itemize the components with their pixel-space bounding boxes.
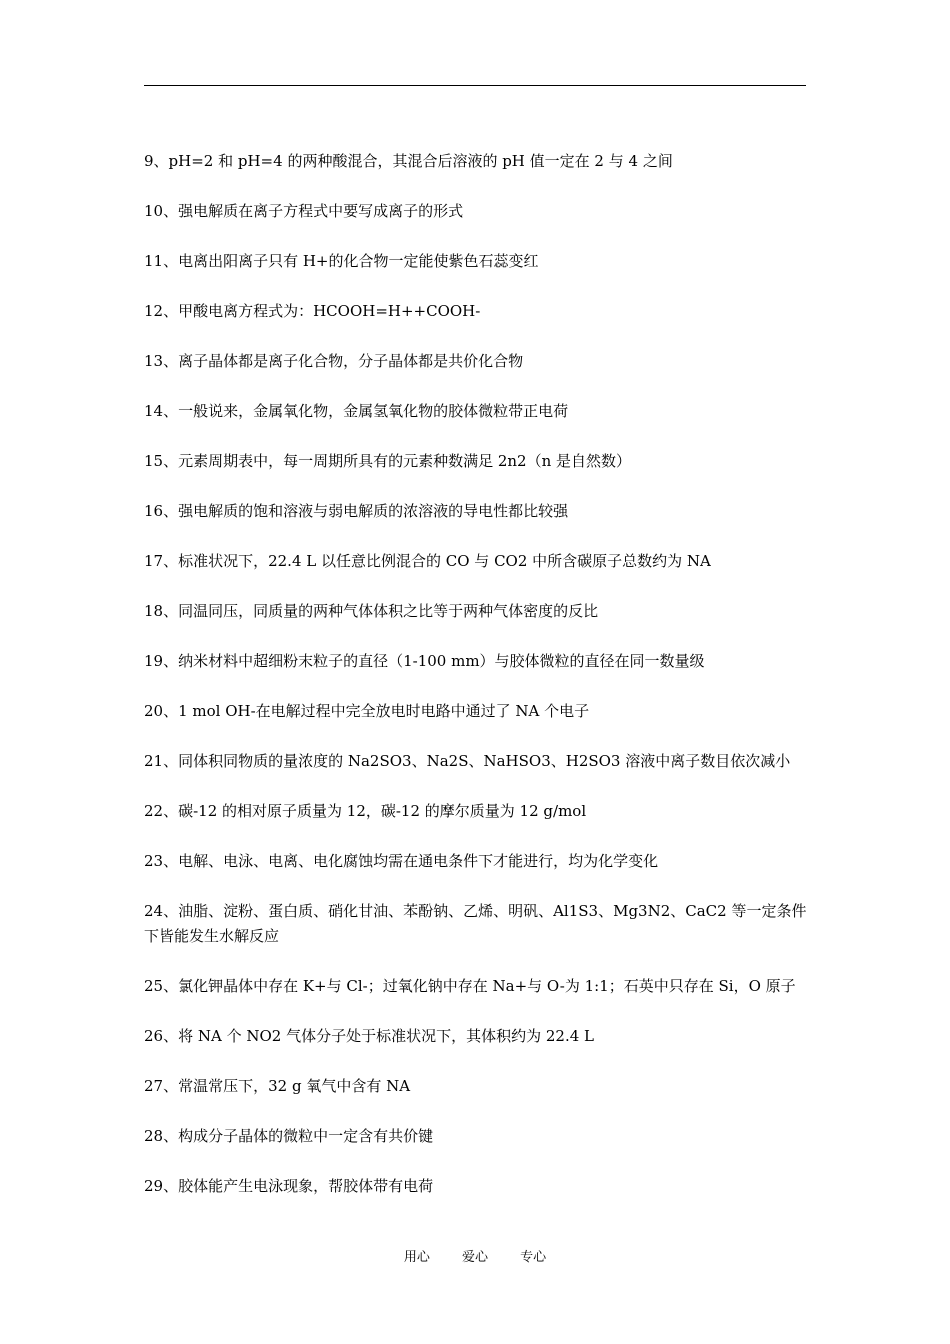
list-item: 14、一般说来，金属氧化物，金属氢氧化物的胶体微粒带正电荷 [144,402,569,420]
document-body [144,149,808,1224]
list-item: 18、同温同压，同质量的两种气体体积之比等于两种气体密度的反比 [144,602,599,620]
list-item: 15、元素周期表中，每一周期所具有的元素种数满足 2n2（n 是自然数） [144,452,632,470]
footer-text-right: 专心 [520,1250,547,1265]
list-item: 16、强电解质的饱和溶液与弱电解质的浓溶液的导电性都比较强 [144,502,569,520]
list-item: 29、胶体能产生电泳现象，帮胶体带有电荷 [144,1177,434,1195]
list-item: 22、碳-12 的相对原子质量为 12，碳-12 的摩尔质量为 12 g/mol [144,802,587,820]
page-footer [0,1249,950,1267]
list-item: 19、纳米材料中超细粉末粒子的直径（1-100 mm）与胶体微粒的直径在同一数量级 [144,652,705,670]
footer-text-left: 用心 [403,1250,430,1265]
list-item: 24、油脂、淀粉、蛋白质、硝化甘油、苯酚钠、乙烯、明矾、Al1S3、Mg3N2、CaC2 等一定条件下皆能发生水解反应 [144,902,807,945]
list-item: 12、甲酸电离方程式为：HCOOH=H++COOH- [144,302,481,320]
list-item: 11、电离出阳离子只有 H+的化合物一定能使紫色石蕊变红 [144,252,539,270]
header-rule [144,85,806,86]
list-item: 23、电解、电泳、电离、电化腐蚀均需在通电条件下才能进行，均为化学变化 [144,852,659,870]
list-item: 17、标准状况下，22.4 L 以任意比例混合的 CO 与 CO2 中所含碳原子总数约为 NA [144,552,711,570]
footer-text-middle: 爱心 [461,1250,488,1265]
list-item: 28、构成分子晶体的微粒中一定含有共价键 [144,1127,434,1145]
list-item: 10、强电解质在离子方程式中要写成离子的形式 [144,202,464,220]
list-item: 9、pH=2 和 pH=4 的两种酸混合，其混合后溶液的 pH 值一定在 2 与 4 之间 [144,152,673,170]
list-item: 13、离子晶体都是离子化合物，分子晶体都是共价化合物 [144,352,524,370]
list-item: 27、常温常压下，32 g 氧气中含有 NA [144,1077,411,1095]
list-item: 25、氯化钾晶体中存在 K+与 Cl-；过氧化钠中存在 Na+与 O-为 1:1；石英中只存在 Si，O 原子 [144,977,796,995]
list-item: 21、同体积同物质的量浓度的 Na2SO3、Na2S、NaHSO3、H2SO3 溶液中离子数目依次减小 [144,752,791,770]
list-item: 26、将 NA 个 NO2 气体分子处于标准状况下，其体积约为 22.4 L [144,1027,594,1045]
list-item: 20、1 mol OH-在电解过程中完全放电时电路中通过了 NA 个电子 [144,702,590,720]
